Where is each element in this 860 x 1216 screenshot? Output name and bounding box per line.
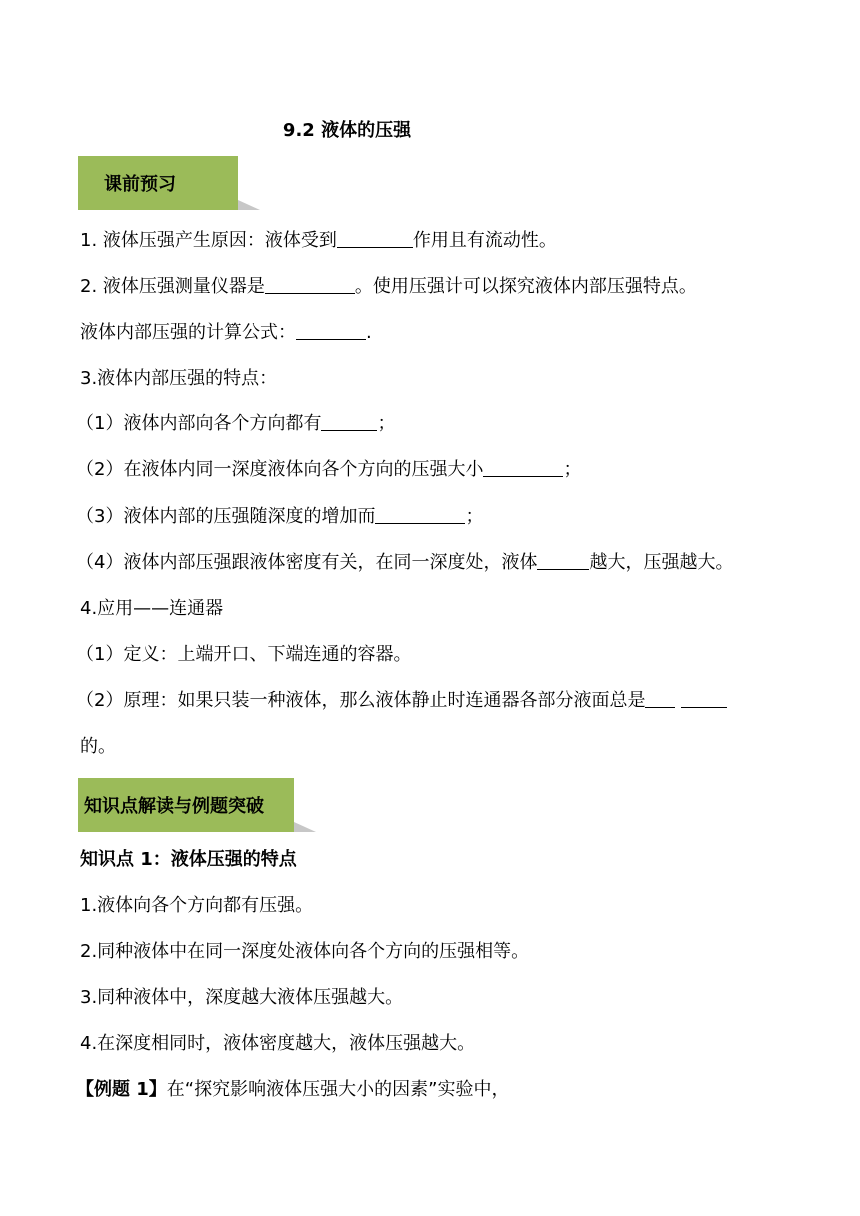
q3-2-text-a: （2）在液体内同一深度液体向各个方向的压强大小	[76, 459, 484, 480]
q3-3-text-a: （3）液体内部的压强随深度的增加而	[76, 506, 376, 527]
preview-q2	[80, 275, 697, 299]
answer-blank	[645, 689, 675, 708]
preview-q3-4	[76, 551, 733, 575]
section-banner-label: 知识点解读与例题突破	[84, 796, 264, 817]
answer-blank	[375, 505, 465, 524]
q2-text-d: .	[366, 322, 372, 343]
q4-2-text-a: （2）原理：如果只装一种液体，那么液体静止时连通器各部分液面总是	[76, 690, 646, 711]
knowledge-point-1: 1.液体向各个方向都有压强。	[80, 895, 314, 916]
preview-q4-2	[76, 689, 727, 713]
q1-text-a: 1. 液体压强产生原因：液体受到	[80, 230, 337, 251]
answer-blank	[537, 551, 589, 570]
section-banner-knowledge	[78, 778, 294, 832]
preview-q1	[80, 229, 557, 253]
preview-q4-2-end: 的。	[80, 736, 116, 757]
knowledge-heading: 知识点 1：液体压强的特点	[80, 849, 297, 870]
q3-2-text-b: ；	[563, 459, 582, 480]
section-banner-preview	[78, 156, 238, 210]
preview-q3: 3.液体内部压强的特点：	[80, 368, 278, 389]
example-1	[76, 1078, 509, 1102]
answer-blank	[296, 321, 366, 340]
answer-blank	[265, 275, 355, 294]
q2-text-c: 液体内部压强的计算公式：	[80, 322, 296, 343]
q3-4-text-b: 越大，压强越大。	[589, 552, 734, 573]
page-title: 9.2 液体的压强	[282, 120, 412, 141]
answer-blank	[321, 412, 377, 431]
preview-q4-1: （1）定义：上端开口、下端连通的容器。	[76, 644, 412, 665]
preview-q2-formula	[80, 321, 372, 345]
banner-shadow	[294, 822, 316, 832]
preview-q3-3	[76, 505, 483, 529]
q3-1-text-a: （1）液体内部向各个方向都有	[76, 413, 322, 434]
q2-text-a: 2. 液体压强测量仪器是	[80, 276, 265, 297]
answer-blank	[337, 229, 413, 248]
preview-q4: 4.应用——连通器	[80, 598, 224, 619]
section-banner-label: 课前预习	[104, 174, 176, 195]
example-text: 在“探究影响液体压强大小的因素”实验中，	[166, 1079, 510, 1100]
knowledge-point-3: 3.同种液体中，深度越大液体压强越大。	[80, 987, 404, 1008]
knowledge-point-2: 2.同种液体中在同一深度处液体向各个方向的压强相等。	[80, 941, 530, 962]
answer-blank	[483, 458, 563, 477]
q2-text-b: 。使用压强计可以探究液体内部压强特点。	[354, 276, 697, 297]
answer-blank	[681, 689, 727, 708]
q1-text-b: 作用且有流动性。	[412, 230, 557, 251]
preview-q3-1	[76, 412, 395, 436]
q3-3-text-b: ；	[465, 506, 484, 527]
q3-4-text-a: （4）液体内部压强跟液体密度有关，在同一深度处，液体	[76, 552, 538, 573]
q3-1-text-b: ；	[377, 413, 396, 434]
example-tag: 【例题 1】	[76, 1079, 167, 1100]
banner-shadow	[238, 200, 260, 210]
knowledge-point-4: 4.在深度相同时，液体密度越大，液体压强越大。	[80, 1033, 476, 1054]
preview-q3-2	[76, 458, 581, 482]
